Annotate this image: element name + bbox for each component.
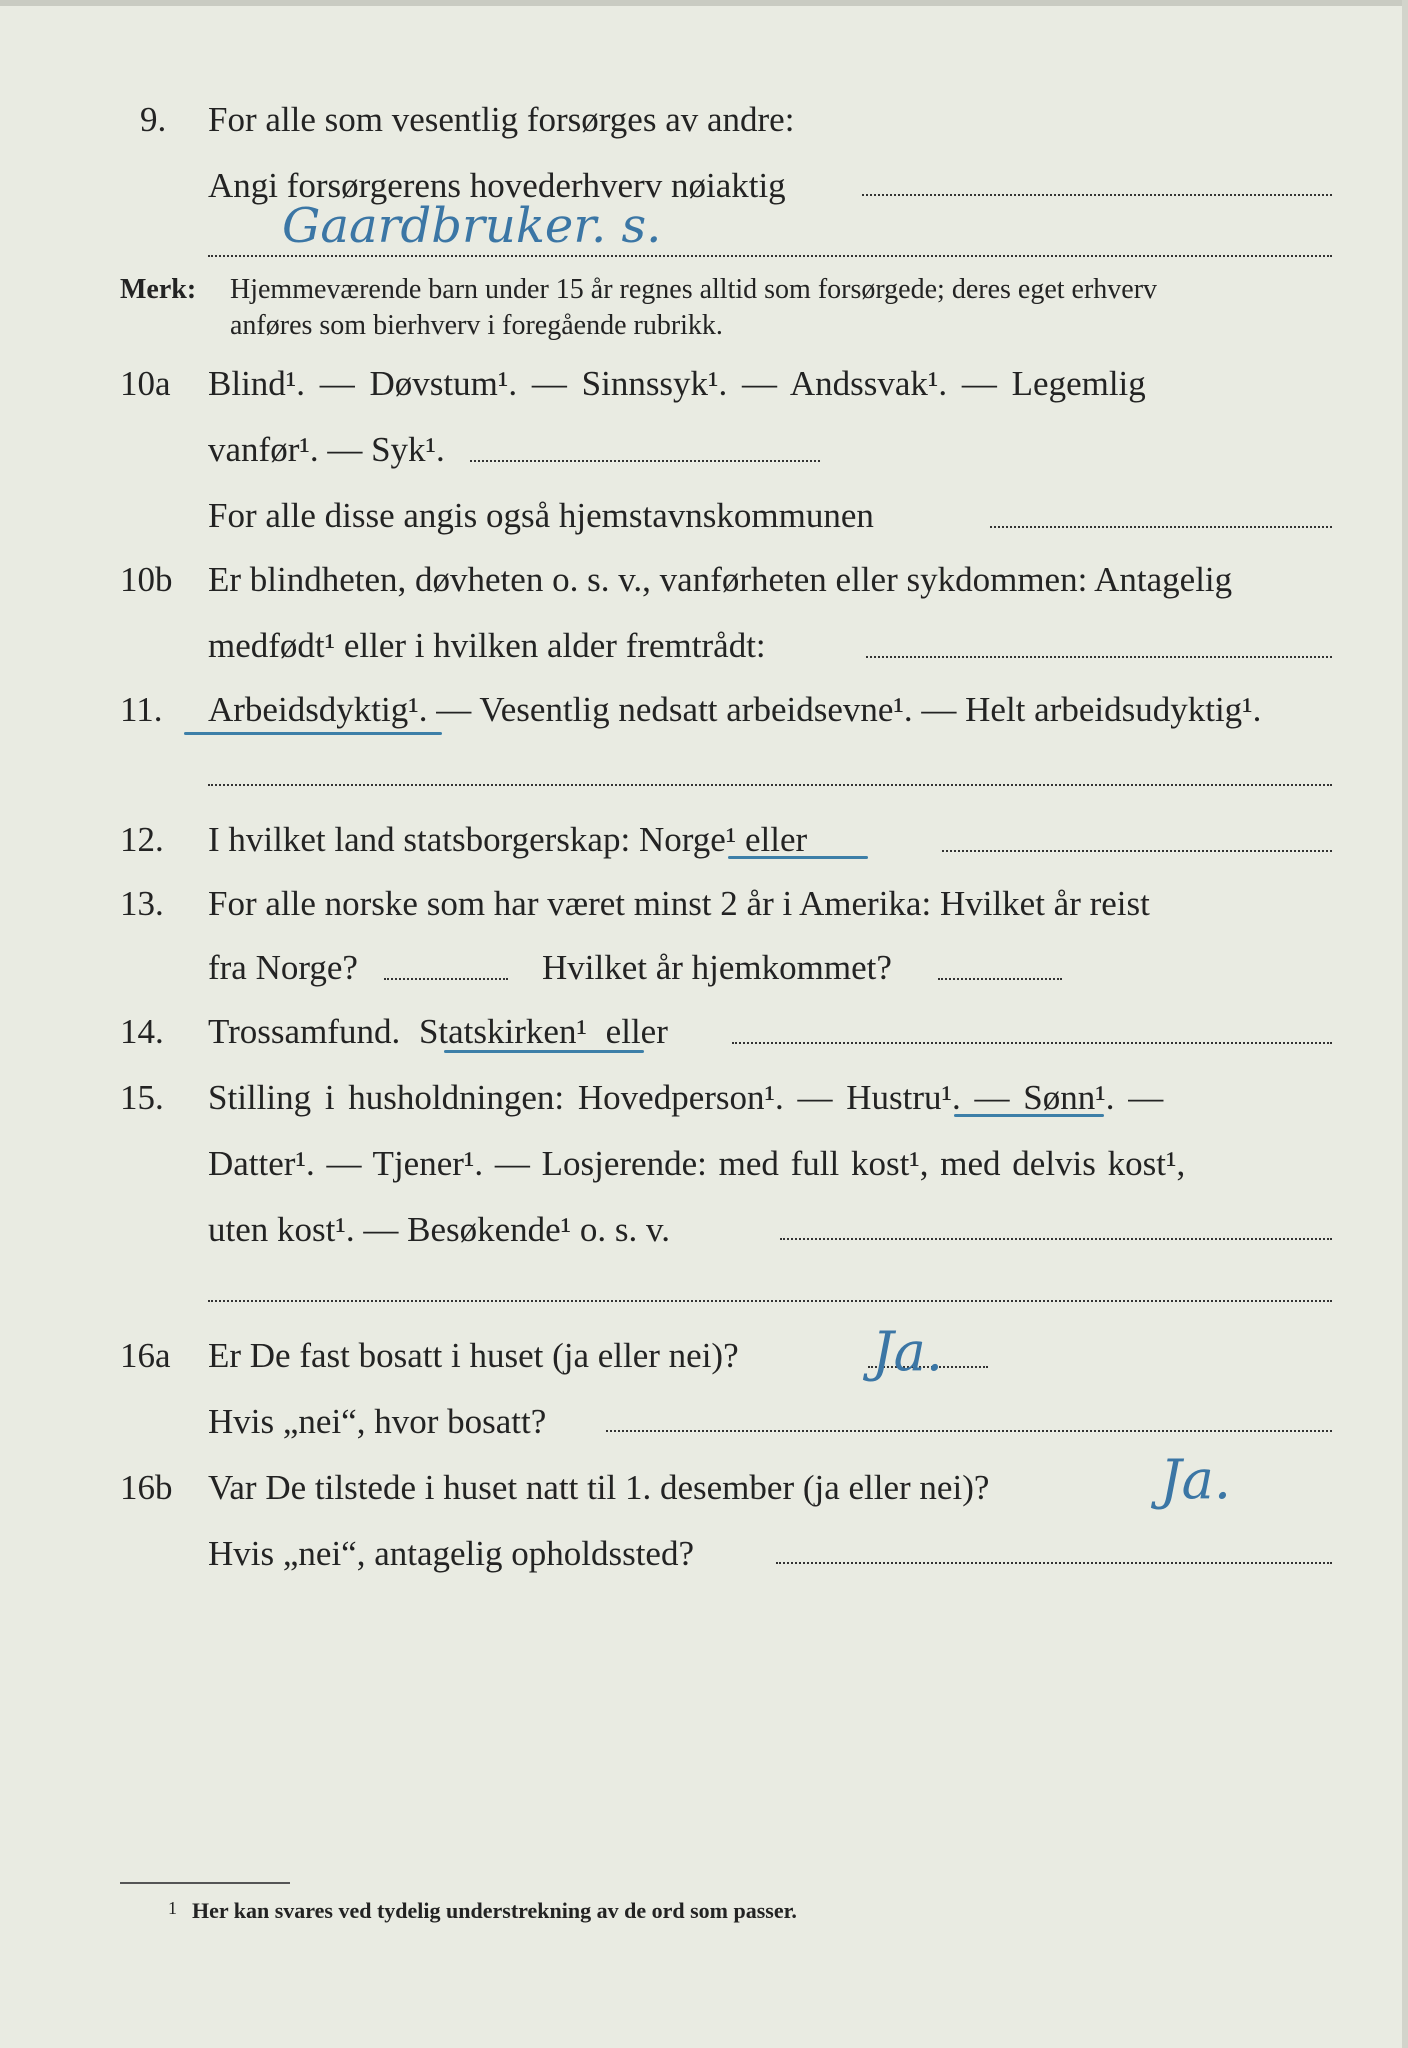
q9-question: For alle som vesentlig forsørges av andre: <box>208 100 795 139</box>
q15-line-1: Stilling i husholdningen: Hovedperson¹. — Hustru¹. — Sønn¹. — <box>208 1078 1164 1117</box>
q11-answer-line <box>208 784 1332 786</box>
q16b-number: 16b <box>120 1468 173 1507</box>
q10a-line-2: vanfør¹. — Syk¹. <box>208 430 445 469</box>
q15-answer-line-2 <box>208 1300 1332 1302</box>
q11-line-1: Arbeidsdyktig¹. — Vesentlig nedsatt arbeidsevne¹. — Helt arbeidsudyktig¹. <box>208 690 1262 729</box>
q10a-hometown-line <box>990 526 1332 528</box>
q10b-answer-line <box>866 656 1332 658</box>
q10b-line-1: Er blindheten, døvheten o. s. v., vanførheten eller sykdommen: Antagelig <box>208 560 1233 599</box>
q16b-line-1: Var De tilstede i huset natt til 1. desember (ja eller nei)? <box>208 1468 990 1507</box>
q10a-line-3: For alle disse angis også hjemstavnskommunen <box>208 496 874 535</box>
q12-answer-line <box>942 850 1332 852</box>
merk-label: Merk: <box>120 274 197 305</box>
q9-instruction: Angi forsørgerens hovederhverv nøiaktig <box>208 166 786 205</box>
q14-underline-statskirken <box>444 1050 644 1053</box>
q14-answer-line <box>732 1042 1332 1044</box>
q15-underline-hustru <box>954 1114 1104 1117</box>
q10a-number: 10a <box>120 364 171 403</box>
q9-handwritten-answer: Gaardbruker. s. <box>282 198 662 254</box>
q13-line-2b: Hvilket år hjemkommet? <box>542 948 892 987</box>
q11-number: 11. <box>120 690 163 729</box>
footnote-rule <box>120 1882 290 1884</box>
q9-answer-line-2 <box>208 255 1332 257</box>
q16a-line-2: Hvis „nei“, hvor bosatt? <box>208 1402 547 1441</box>
q13-year-left-line <box>384 978 508 980</box>
page-edge-top <box>0 0 1408 6</box>
footnote-text: Her kan svares ved tydelig understrekning av de ord som passer. <box>192 1898 797 1923</box>
q15-number: 15. <box>120 1078 164 1117</box>
q10a-answer-line <box>470 460 820 462</box>
q13-line-2a: fra Norge? <box>208 948 358 987</box>
page-edge-right <box>1402 0 1408 2048</box>
q14-number: 14. <box>120 1012 164 1051</box>
q16a-residence-line <box>606 1430 1332 1432</box>
footnote-marker: 1 <box>168 1898 177 1918</box>
q11-underline-arbeidsdyktig <box>184 732 442 735</box>
q16a-line-1: Er De fast bosatt i huset (ja eller nei)? <box>208 1336 739 1375</box>
q16a-number: 16a <box>120 1336 171 1375</box>
q15-line-2: Datter¹. — Tjener¹. — Losjerende: med full kost¹, med delvis kost¹, <box>208 1144 1186 1183</box>
q9-number: 9. <box>140 100 167 139</box>
merk-text-2: anføres som bierhverv i foregående rubrikk. <box>230 310 723 341</box>
q10b-line-2: medfødt¹ eller i hvilken alder fremtrådt: <box>208 626 766 665</box>
q12-number: 12. <box>120 820 164 859</box>
q13-number: 13. <box>120 884 164 923</box>
q13-line-1: For alle norske som har været minst 2 år i Amerika: Hvilket år reist <box>208 884 1150 923</box>
q16a-handwritten-answer: Ja. <box>872 1320 944 1383</box>
q16b-line-2: Hvis „nei“, antagelig opholdssted? <box>208 1534 694 1573</box>
q10b-number: 10b <box>120 560 173 599</box>
q9-answer-line <box>862 194 1332 196</box>
q16b-location-line <box>776 1562 1332 1564</box>
merk-text-1: Hjemmeværende barn under 15 år regnes alltid som forsørgede; deres eget erhverv <box>230 274 1158 305</box>
q14-line-1: Trossamfund. Statskirken¹ eller <box>208 1012 668 1051</box>
q15-answer-line <box>780 1238 1332 1240</box>
q16b-handwritten-answer: Ja. <box>1160 1448 1232 1511</box>
q13-year-returned-line <box>938 978 1062 980</box>
q15-line-3: uten kost¹. — Besøkende¹ o. s. v. <box>208 1210 671 1249</box>
q12-line-1: I hvilket land statsborgerskap: Norge¹ eller <box>208 820 808 859</box>
q10a-line-1: Blind¹. — Døvstum¹. — Sinnssyk¹. — Andssvak¹. — Legemlig <box>208 364 1146 403</box>
q12-underline-norge <box>728 856 868 859</box>
